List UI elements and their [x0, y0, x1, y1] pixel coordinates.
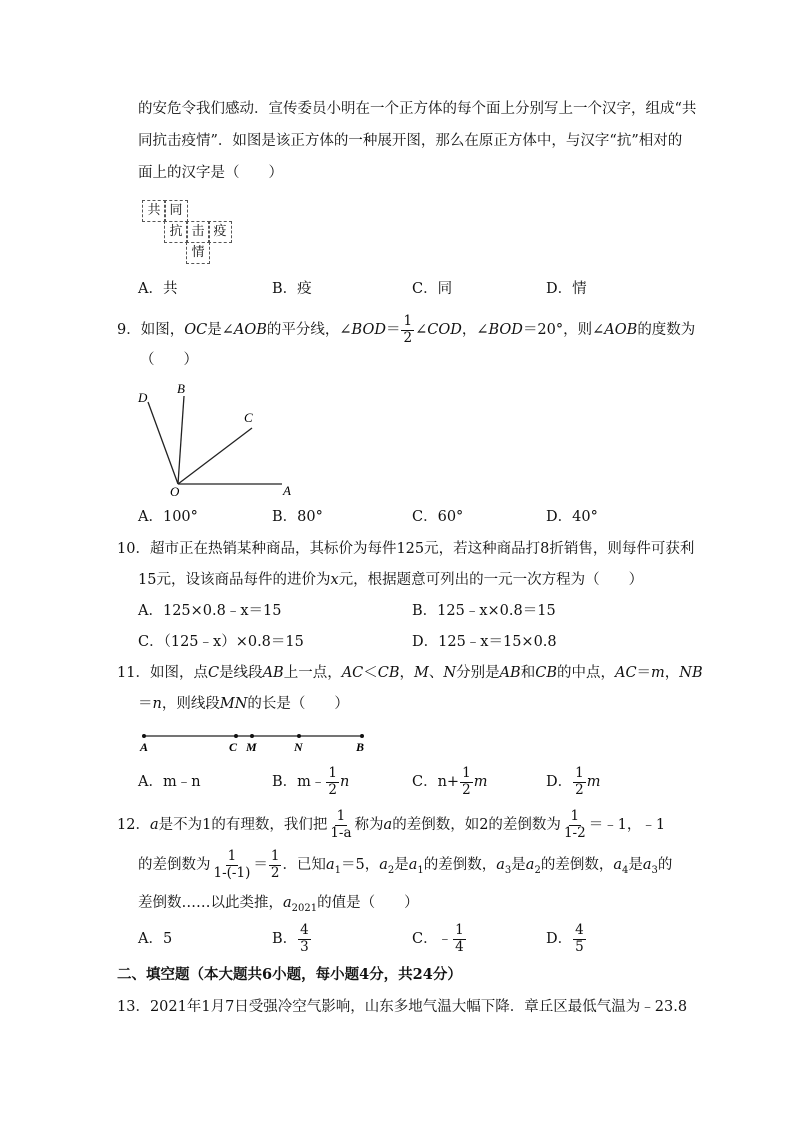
label-o: O: [170, 484, 180, 498]
net-cell-gong: 共: [142, 200, 166, 222]
q10-option-b: B．125﹣x×0.8＝15: [412, 603, 556, 619]
q11-line1: 11．如图，点C是线段AB上一点，AC＜CB，M、N分别是AB和CB的中点，AC＝m，NB: [117, 665, 703, 681]
q8-option-c: C．同: [412, 281, 453, 297]
q11-option-d: D． $\frac{1}{2}$ m: [546, 765, 601, 798]
q10-option-a: A．125×0.8﹣x＝15: [138, 603, 282, 619]
label-b: B: [177, 381, 185, 396]
q9-paren: （ ）: [140, 352, 198, 368]
seg-label-c: C: [229, 740, 238, 754]
q9-stem: 9．如图，OC是∠AOB的平分线，∠BOD＝ $\frac{1}{2}$ ∠COD，∠BOD＝20°，则∠AOB的度数为: [117, 313, 696, 346]
q12-option-c: C．﹣ $\frac{1}{4}$: [412, 922, 464, 955]
q11-option-c: C．n+ $\frac{1}{2}$ m: [412, 765, 488, 798]
seg-label-a: A: [140, 740, 149, 754]
label-a: A: [283, 483, 291, 498]
q8-line1: 的安危令我们感动．宣传委员小明在一个正方体的每个面上分别写上一个汉字，组成“共: [138, 101, 697, 117]
point-n: [297, 734, 301, 738]
q11-option-a: A．m﹣n: [138, 774, 201, 790]
frac-half: $\frac{1}{2}$: [403, 313, 413, 346]
segment-figure: [136, 728, 376, 756]
label-c: C: [244, 410, 253, 425]
cube-net: [138, 198, 238, 268]
q13-line1: 13．2021年1月7日受强冷空气影响，山东多地气温大幅下降．章丘区最低气温为﹣23.8: [117, 999, 688, 1015]
q8-option-b: B．疫: [272, 281, 312, 297]
q9-option-b: B．80°: [272, 509, 323, 525]
q10-line1: 10．超市正在热销某种商品，其标价为每件125元，若这种商品打8折销售，则每件可获利: [117, 541, 695, 557]
q12-line2: 的差倒数为 $\frac{1}{1-(-1)}$ ＝ $\frac{1}{2}$ ．已知$a_1=5$，$a_2$是$a_1$的差倒数，$a_3$是$a_2$的差倒数，$a_4$是$a_3$的: [138, 848, 673, 881]
q8-line3: 面上的汉字是（ ）: [138, 165, 283, 181]
q10-option-d: D．125﹣x＝15×0.8: [412, 634, 557, 650]
angle-figure: [130, 378, 300, 498]
ray-ob: [178, 396, 184, 484]
net-cell-tong: 同: [164, 200, 188, 222]
q11-option-b: B．m﹣ $\frac{1}{2}$ n: [272, 765, 350, 798]
q10-option-c: C．（125﹣x）×0.8＝15: [138, 634, 304, 650]
q8-option-d: D．情: [546, 281, 587, 297]
q9-option-c: C．60°: [412, 509, 464, 525]
q8-line2: 同抗击疫情”．如图是该正方体的一种展开图，那么在原正方体中，与汉字“抗”相对的: [138, 133, 683, 149]
ray-oc: [178, 428, 252, 484]
q8-option-a: A．共: [138, 281, 178, 297]
label-d: D: [138, 390, 148, 405]
net-cell-yi: 疫: [208, 221, 232, 243]
q11-line2: ＝n，则线段MN的长是（ ）: [138, 696, 349, 712]
seg-label-b: B: [356, 740, 365, 754]
q12-line3: 差倒数……以此类推，$a_{2021}$的值是（ ）: [138, 895, 419, 914]
point-m: [250, 734, 254, 738]
point-a: [142, 734, 146, 738]
net-cell-ji: 击: [186, 221, 210, 243]
section-heading-fill-blank: 二、填空题（本大题共6小题，每小题4分，共24分）: [117, 966, 462, 983]
seg-label-n: N: [294, 740, 303, 754]
q9-option-d: D．40°: [546, 509, 598, 525]
q12-line1: 12．a是不为1的有理数，我们把 $\frac{1}{1-a}$ 称为a的差倒数，如2的差倒数为 $\frac{1}{1-2}$ ＝﹣1，﹣1: [117, 808, 666, 841]
net-cell-kang: 抗: [164, 221, 188, 243]
point-b: [360, 734, 364, 738]
q12-option-a: A．5: [138, 931, 173, 947]
q10-line2: 15元，设该商品每件的进价为x元，根据题意可列出的一元一次方程为（ ）: [138, 572, 644, 588]
seg-label-m: M: [246, 740, 257, 754]
point-c: [234, 734, 238, 738]
q12-option-b: B． $\frac{4}{3}$: [272, 922, 309, 955]
net-cell-qing: 情: [186, 242, 210, 264]
q9-option-a: A．100°: [138, 509, 198, 525]
q12-option-d: D． $\frac{4}{5}$: [546, 922, 584, 955]
ray-od: [148, 402, 178, 484]
